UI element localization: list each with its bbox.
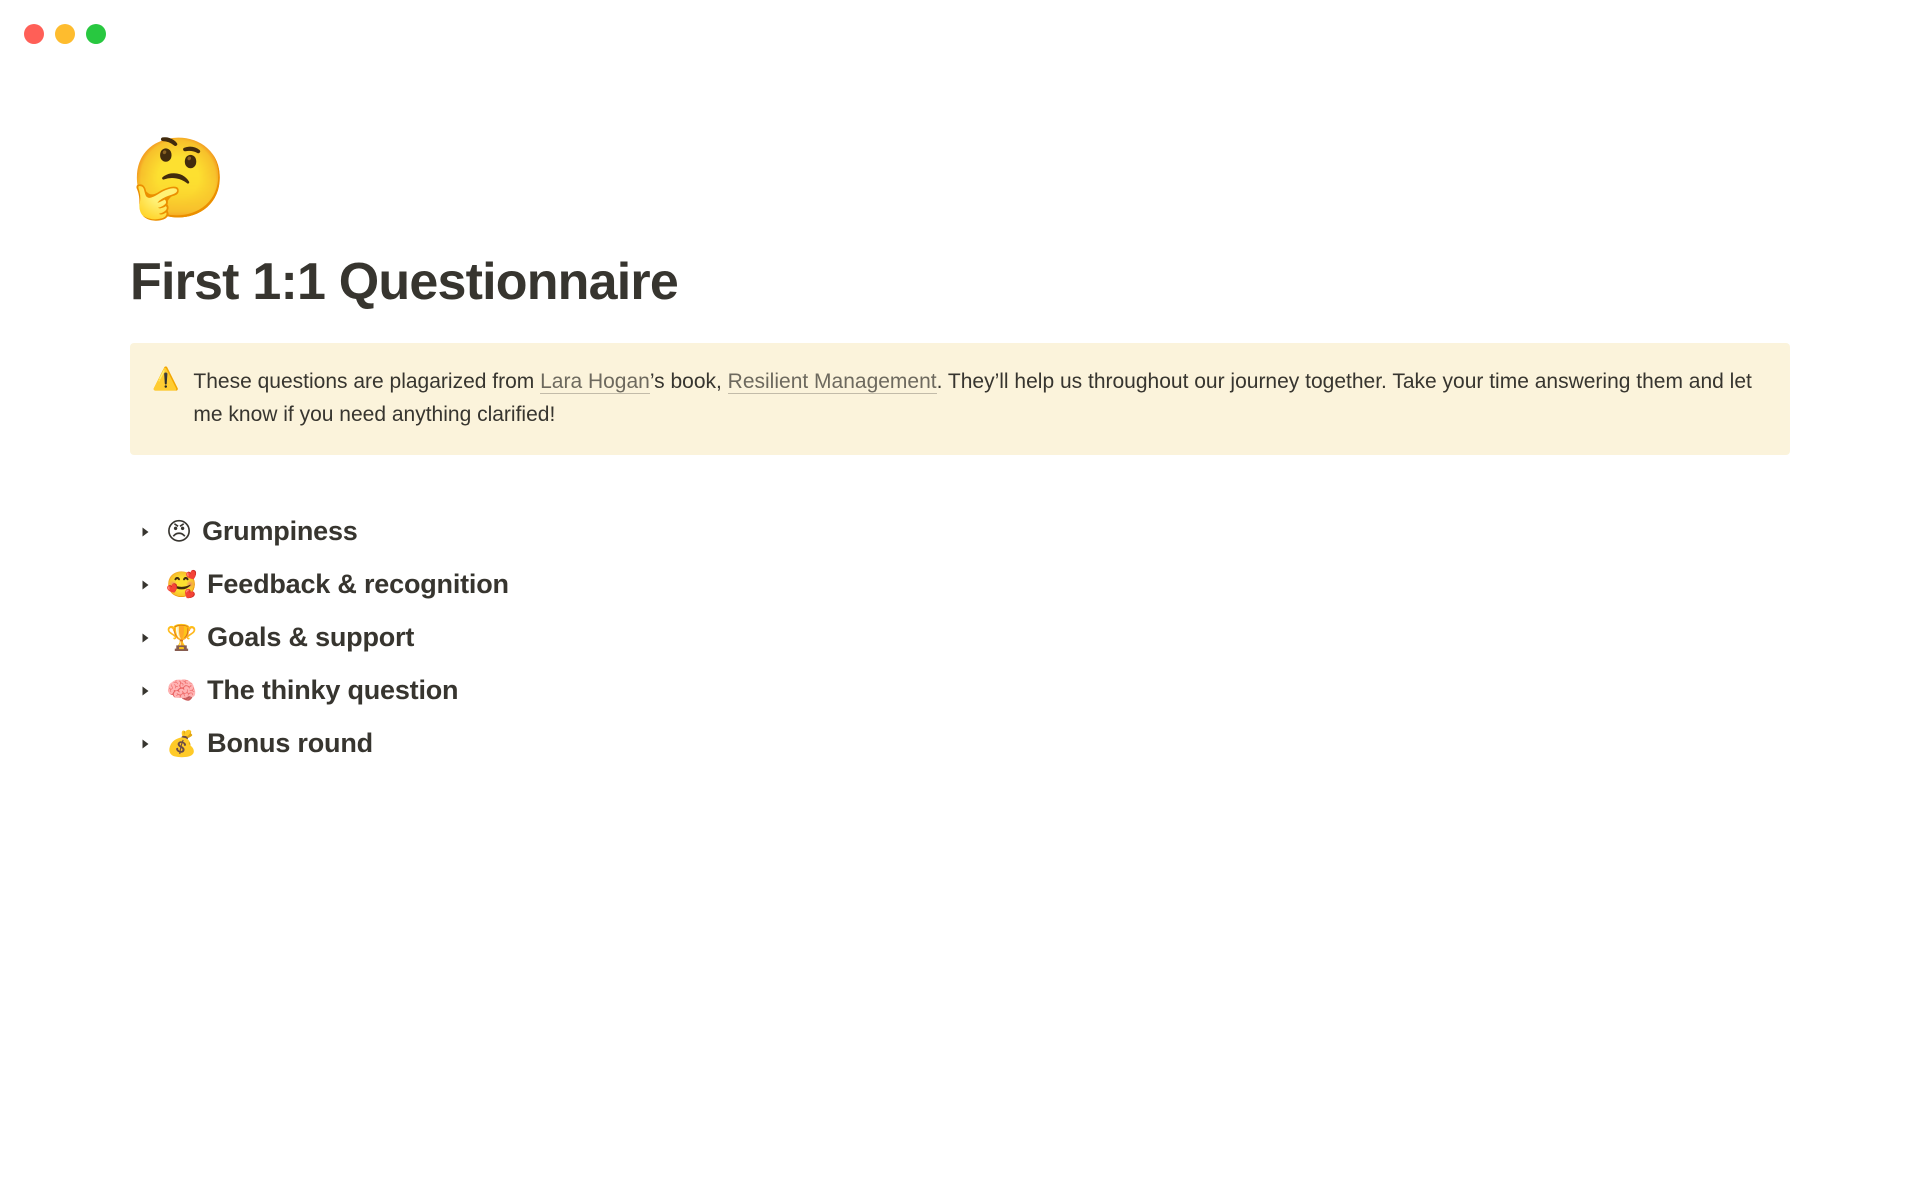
- callout-text-segment-3: . They’ll help us throughout our journey together. Take your time answering them and let me know if you need anything clarified!: [193, 370, 1752, 427]
- page-title: First 1:1 Questionnaire: [130, 253, 678, 311]
- chevron-right-icon[interactable]: [134, 733, 156, 755]
- toggle-emoji: 🥰: [166, 570, 198, 600]
- toggle-label: Grumpiness: [202, 516, 358, 547]
- chevron-right-icon[interactable]: [134, 627, 156, 649]
- toggle-emoji: 😠: [166, 517, 193, 547]
- callout-block: [130, 343, 1790, 455]
- chevron-right-icon[interactable]: [134, 680, 156, 702]
- toggle-label: The thinky question: [207, 675, 459, 706]
- chevron-right-icon[interactable]: [134, 574, 156, 596]
- toggle-label: Goals & support: [207, 622, 415, 653]
- toggle-item-thinky-question[interactable]: [134, 664, 1790, 717]
- toggle-list: [130, 505, 1790, 770]
- toggle-label: Bonus round: [207, 728, 373, 759]
- toggle-item-bonus-round[interactable]: [134, 717, 1790, 770]
- warning-icon: ⚠️: [152, 367, 180, 393]
- callout-text-segment-1: These questions are plagarized from: [193, 370, 541, 394]
- toggle-item-grumpiness[interactable]: [134, 505, 1790, 558]
- toggle-item-feedback-recognition[interactable]: [134, 558, 1790, 611]
- toggle-emoji: 🧠: [166, 676, 198, 706]
- toggle-label: Feedback & recognition: [207, 569, 509, 600]
- toggle-emoji: 🏆: [166, 623, 198, 653]
- resilient-management-link[interactable]: Resilient Management: [727, 370, 937, 394]
- chevron-right-icon[interactable]: [134, 521, 156, 543]
- lara-hogan-link[interactable]: Lara Hogan: [540, 370, 650, 394]
- page-icon[interactable]: 🤔: [130, 134, 228, 224]
- callout-text: [193, 365, 1766, 431]
- toggle-emoji: 💰: [166, 729, 198, 759]
- callout-text-segment-2: ’s book,: [649, 370, 728, 394]
- toggle-item-goals-support[interactable]: [134, 611, 1790, 664]
